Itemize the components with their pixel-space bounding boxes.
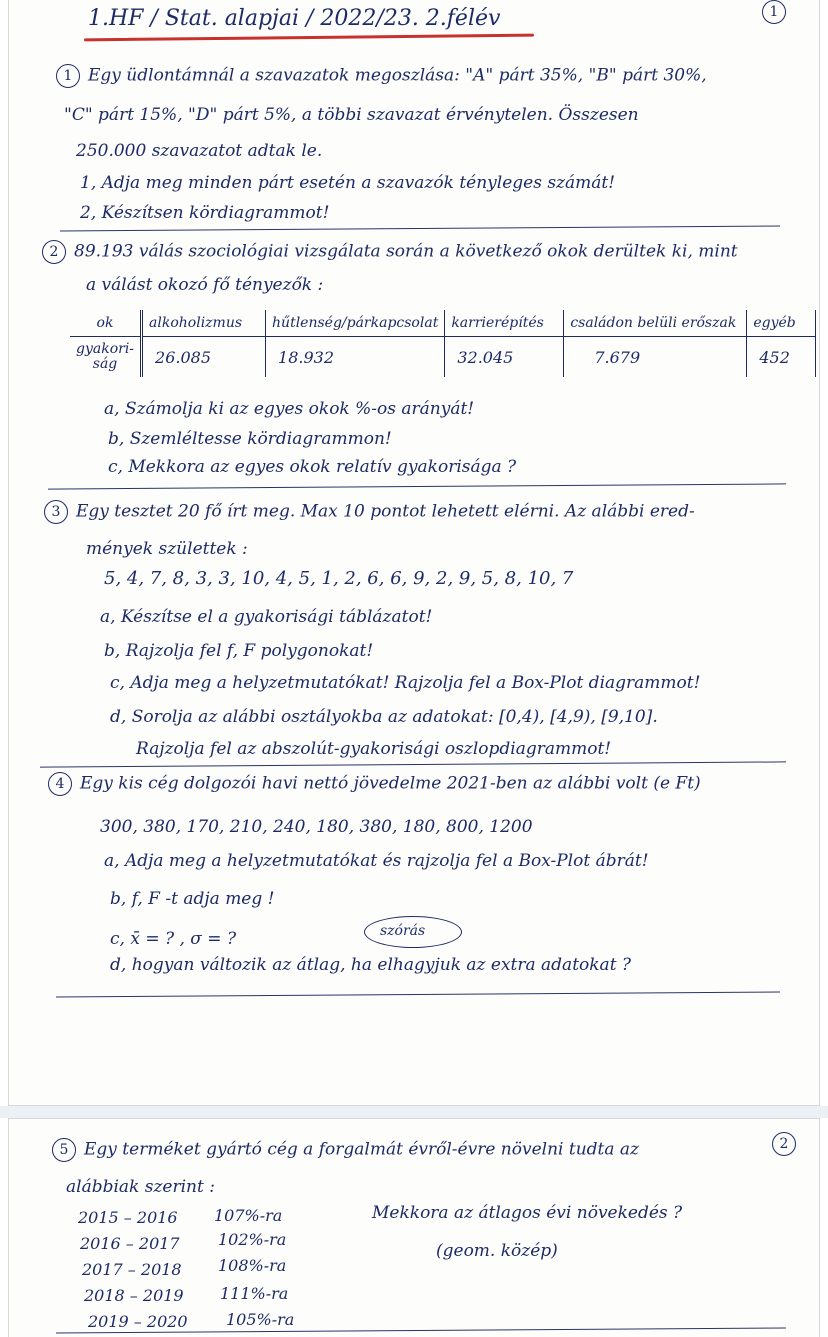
table-header-row [70, 310, 816, 337]
growth-period: 2017 – 2018 [82, 1260, 182, 1279]
table-cell: 32.045 [445, 337, 564, 378]
task4-line1: 4 Egy kis cég dolgozói havi nettó jövedelme 2021-ben az alábbi volt (e Ft) [48, 772, 701, 796]
task5-number: 5 [52, 1138, 76, 1162]
task3-number: 3 [44, 500, 68, 524]
task4-qd: d, hogyan változik az átlag, ha elhagyjuk az extra adatokat ? [110, 955, 632, 975]
table-cell: 7.679 [564, 337, 747, 378]
table-row [70, 337, 816, 378]
col-header: hűtlenség/párkapcsolat [266, 310, 445, 337]
task1-line3: 250.000 szavazatot adtak le. [76, 141, 323, 161]
task5-hint: (geom. közép) [436, 1241, 558, 1261]
growth-period: 2018 – 2019 [84, 1286, 184, 1305]
table-cell: 26.085 [142, 337, 266, 378]
task5-line1: 5 Egy terméket gyártó cég a forgalmát évről-évre növelni tudta az [52, 1138, 639, 1162]
task3-line2: mények születtek : [86, 539, 248, 559]
task3-line1: 3 Egy tesztet 20 fő írt meg. Max 10 pontot lehetett elérni. Az alábbi ered- [44, 500, 695, 524]
growth-rate: 108%-ra [218, 1256, 287, 1275]
task2-qc: c, Mekkora az egyes okok relatív gyakorisága ? [108, 457, 517, 477]
row-header-frequency: gyakori- ság [70, 337, 142, 378]
task2-line2: a válást okozó fő tényezők : [86, 275, 324, 295]
growth-period: 2016 – 2017 [80, 1234, 180, 1253]
task2-line1: 2 89.193 válás szociológiai vizsgálata során a következő okok derültek ki, mint [42, 240, 738, 264]
task3-qc: c, Adja meg a helyzetmutatókat! Rajzolja fel a Box-Plot diagrammot! [110, 673, 701, 693]
task4-number: 4 [48, 772, 72, 796]
page-number-1: 1 [762, 0, 794, 24]
task3-data: 5, 4, 7, 8, 3, 3, 10, 4, 5, 1, 2, 6, 6, 9, 2, 9, 5, 8, 10, 7 [104, 568, 574, 589]
col-header: családon belüli erőszak [564, 310, 747, 337]
growth-period: 2015 – 2016 [78, 1208, 178, 1227]
task4-qa: a, Adja meg a helyzetmutatókat és rajzolja fel a Box-Plot ábrát! [104, 851, 649, 871]
growth-rate: 111%-ra [220, 1284, 289, 1303]
task2-qb: b, Szemléltesse kördiagrammon! [108, 429, 392, 449]
task1-q2: 2, Készítsen kördiagrammot! [80, 203, 330, 223]
col-header: alkoholizmus [142, 310, 266, 337]
table-cell: 18.932 [266, 337, 445, 378]
page-title: 1.HF / Stat. alapjai / 2022/23. 2.félév [88, 6, 501, 31]
task1-number: 1 [56, 64, 80, 88]
divorce-causes-table [70, 310, 816, 377]
task2-number: 2 [42, 240, 66, 264]
task3-qa: a, Készítse el a gyakorisági táblázatot! [100, 607, 433, 627]
col-header: karrierépítés [445, 310, 564, 337]
task2-qa: a, Számolja ki az egyes okok %-os arányát! [104, 399, 475, 419]
task1-line2: "C" párt 15%, "D" párt 5%, a többi szavazat érvénytelen. Összesen [64, 105, 639, 125]
growth-period: 2019 – 2020 [88, 1312, 188, 1331]
task3-qd-cont: Rajzolja fel az abszolút-gyakorisági oszlopdiagrammot! [136, 739, 612, 759]
task4-qb: b, f, F -t adja meg ! [110, 889, 275, 909]
task3-qd: d, Sorolja az alábbi osztályokba az adatokat: [0,4), [4,9), [9,10]. [110, 707, 658, 727]
task3-qb: b, Rajzolja fel f, F polygonokat! [104, 641, 374, 661]
page-gap [0, 1106, 828, 1118]
task1-line1: 1 Egy üdlontámnál a szavazatok megoszlása: "A" párt 35%, "B" párt 30%, [56, 64, 707, 88]
task4-data: 300, 380, 170, 210, 240, 180, 380, 180, 800, 1200 [100, 817, 533, 837]
growth-rate: 107%-ra [214, 1206, 283, 1225]
col-header: egyéb [747, 310, 816, 337]
page-number-2: 2 [772, 1132, 804, 1156]
task1-q1: 1, Adja meg minden párt esetén a szavazók tényleges számát! [80, 173, 616, 193]
task4-note: szórás [380, 923, 426, 939]
table-cell: 452 [747, 337, 816, 378]
growth-rate: 102%-ra [218, 1230, 287, 1249]
row-header-cause: ok [70, 310, 142, 337]
task5-line2: alábbiak szerint : [66, 1177, 215, 1197]
task4-qc: c, x̄ = ? , σ = ? [110, 929, 237, 949]
growth-rate: 105%-ra [226, 1310, 295, 1329]
task5-question: Mekkora az átlagos évi növekedés ? [372, 1203, 683, 1223]
